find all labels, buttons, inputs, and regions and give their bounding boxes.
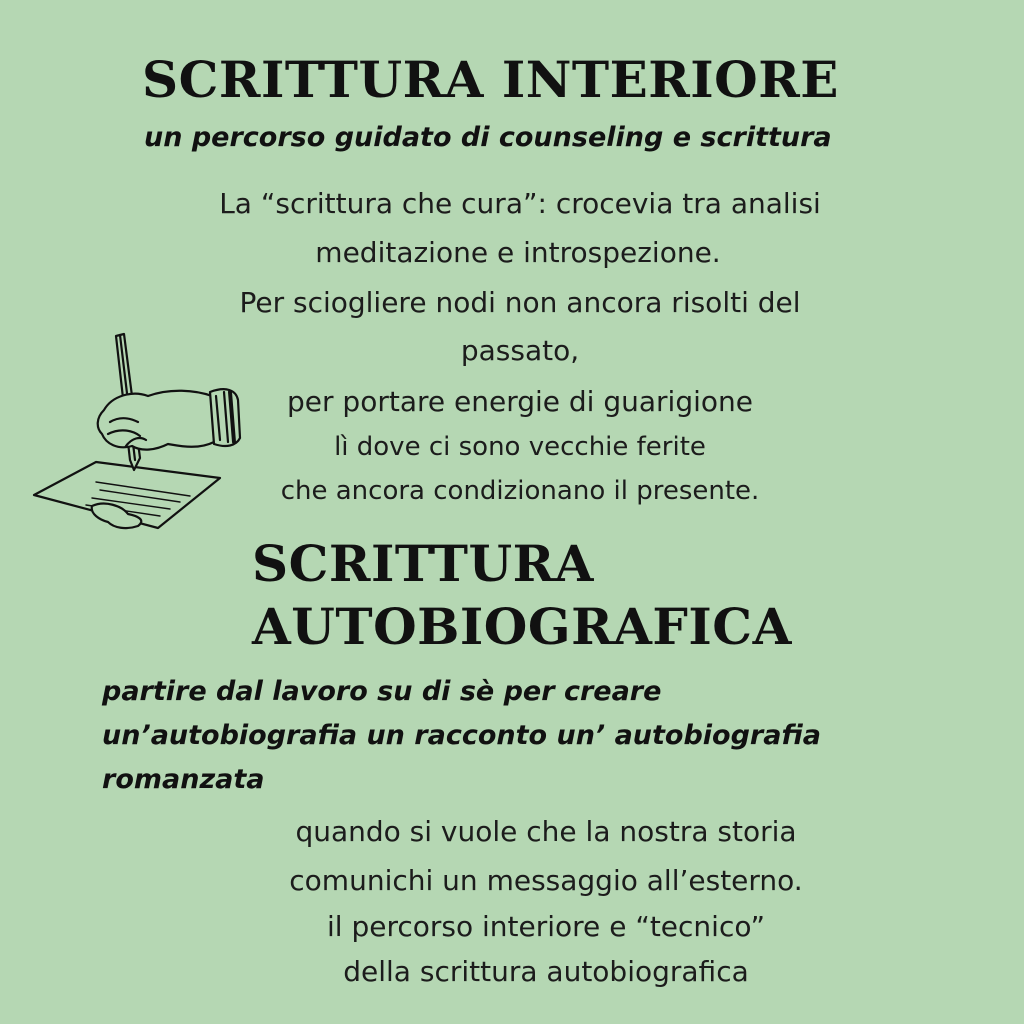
outro-line-3: il percorso interiore e “tecnico” [327,910,765,943]
outro-line-1: quando si vuole che la nostra storia [295,815,797,848]
intro-line-1: La “scrittura che cura”: crocevia tra analisi [219,187,821,220]
intro-line-4: passato, [460,334,580,367]
title-autobiografica: AUTOBIOGRAFICA [252,597,792,656]
title-scrittura: SCRITTURA [252,534,594,593]
subtitle2-line-1: partire dal lavoro su di sè per creare [102,676,662,707]
title-scrittura-interiore: SCRITTURA INTERIORE [142,50,839,109]
outro-line-4: della scrittura autobiografica [343,955,749,988]
intro-line-3: Per sciogliere nodi non ancora risolti del [239,286,801,319]
intro-line-7: che ancora condizionano il presente. [280,476,760,506]
subtitle2-line-2: un’autobiografia un racconto un’ autobiografia [102,720,821,751]
outro-line-2: comunichi un messaggio all’esterno. [289,864,803,897]
hand-writing-icon [30,330,245,535]
subtitle2-line-3: romanzata [102,764,265,795]
subtitle-percorso-guidato: un percorso guidato di counseling e scrittura [144,122,832,153]
intro-line-2: meditazione e introspezione. [315,236,721,269]
intro-line-6: lì dove ci sono vecchie ferite [334,432,706,462]
intro-line-5: per portare energie di guarigione [287,385,753,418]
